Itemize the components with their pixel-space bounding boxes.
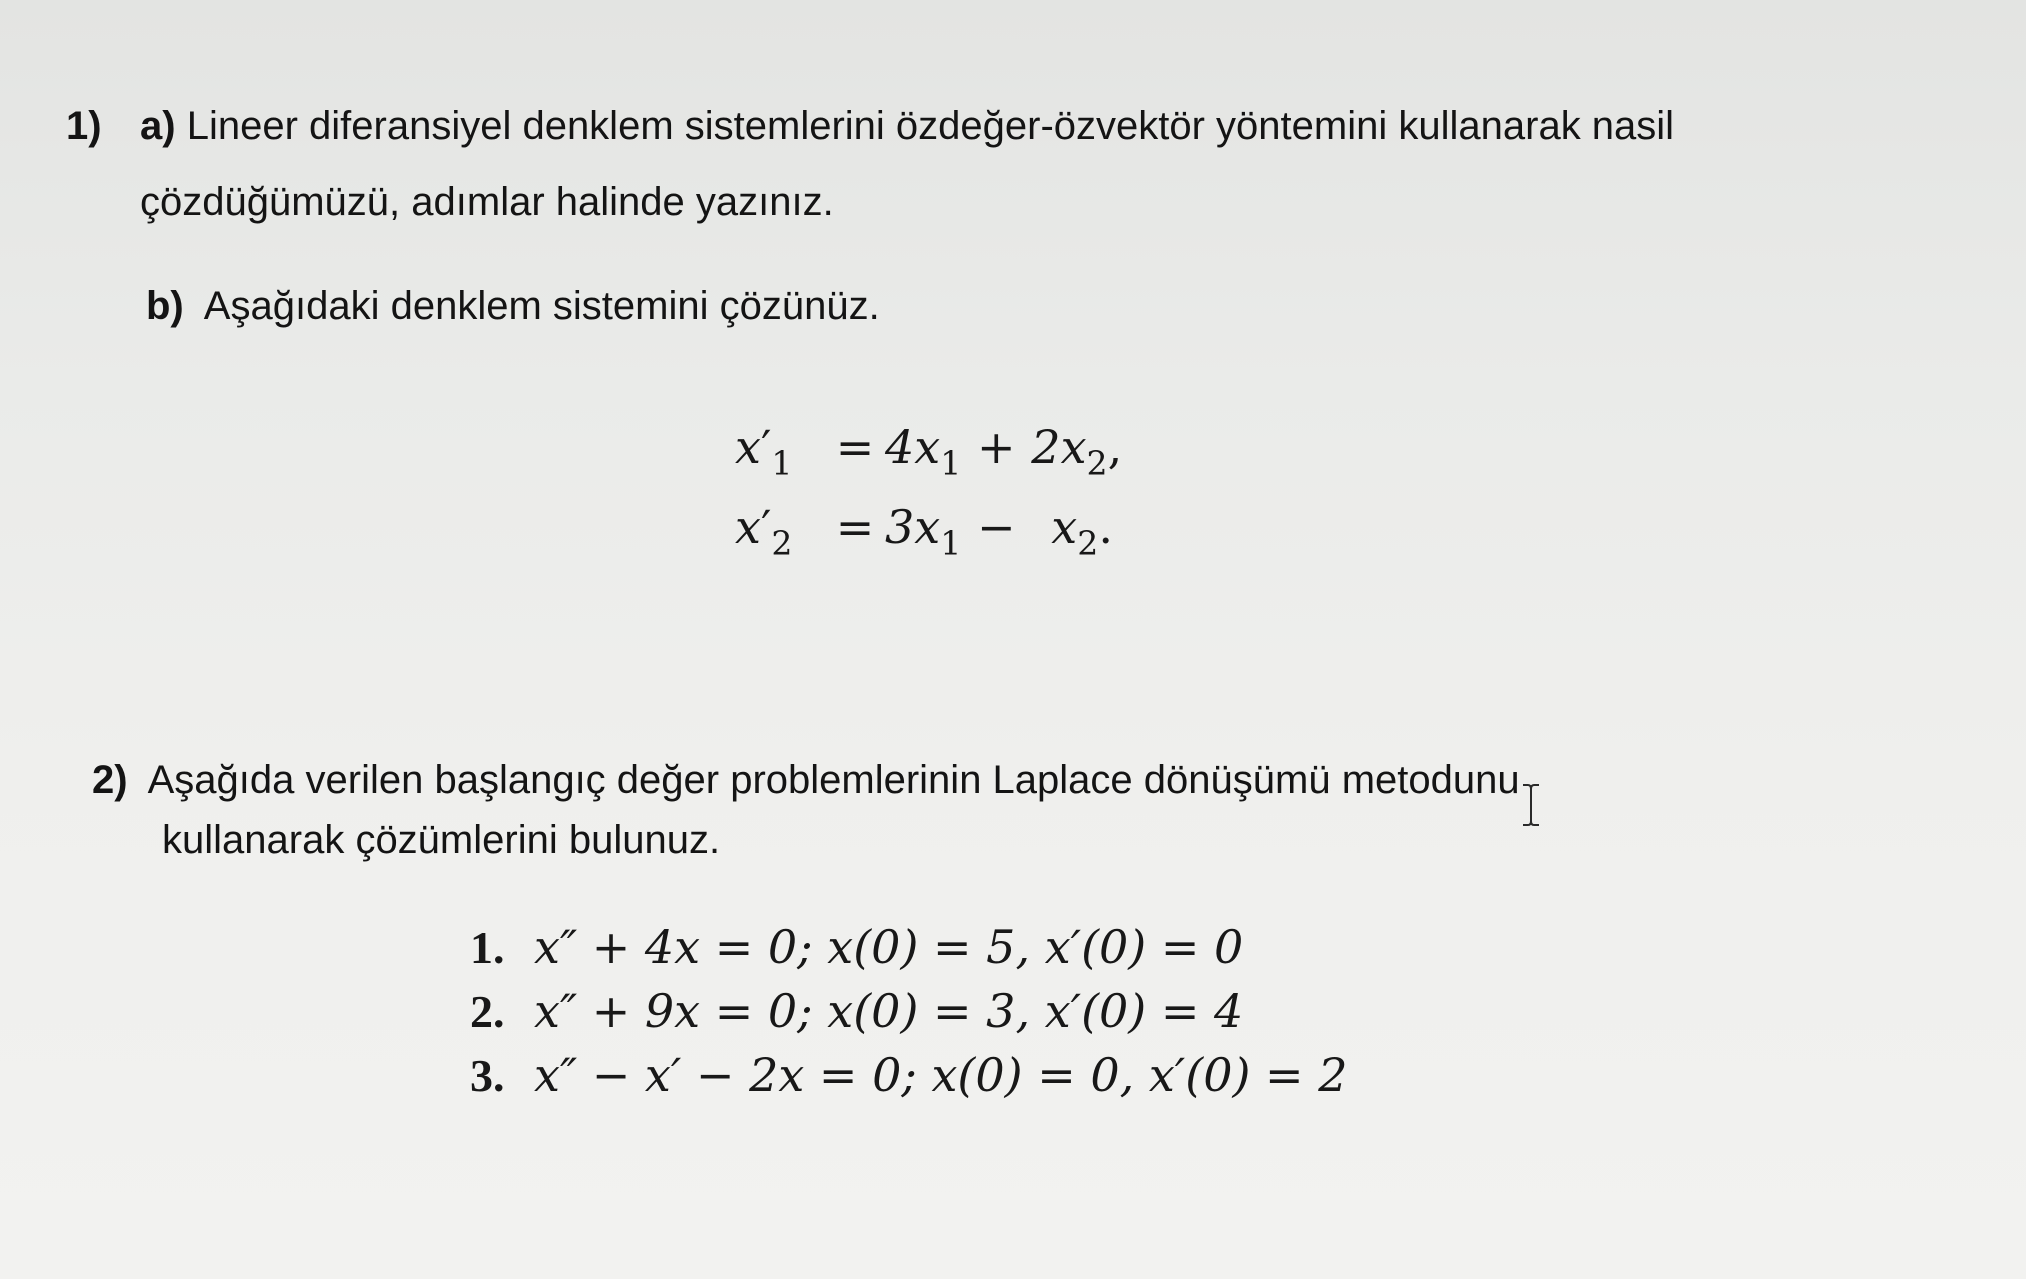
- q1b-line: [146, 284, 880, 329]
- q1b-label: b): [146, 284, 184, 328]
- problem-item-3: 3. x″ − x′ − 2x = 0; x(0) = 0, x′(0) = 2: [470, 1048, 1348, 1102]
- system-equation-2: $x'_2$ = $3x_1$ − $x_2$.: [735, 500, 1113, 563]
- q1a-label: a): [140, 104, 176, 148]
- system-equation-1: $x'_1$ = $4x_1$ + $2x_2$,: [735, 420, 1123, 483]
- text-cursor-icon: [1520, 783, 1542, 827]
- problem-item-2: 2. x″ + 9x = 0; x(0) = 3, x′(0) = 4: [470, 984, 1244, 1038]
- q2-text-line2: kullanarak çözümlerini bulunuz.: [162, 818, 721, 862]
- q2-number: 2): [92, 758, 128, 802]
- q1-number: 1): [66, 104, 102, 148]
- q1a-text-line2: çözdüğümüzü, adımlar halinde yazınız.: [140, 180, 834, 224]
- q1b-text: Aşağıdaki denklem sistemini çözünüz.: [203, 284, 880, 328]
- q2-line1: [92, 758, 1520, 803]
- q1a-line1: [140, 104, 1674, 149]
- problem-item-1: 1. x″ + 4x = 0; x(0) = 5, x′(0) = 0: [470, 920, 1244, 974]
- q1a-text-line1: Lineer diferansiyel denklem sistemlerini özdeğer-özvektör yöntemini kullanarak nasil: [186, 104, 1675, 148]
- q2-text-line1: Aşağıda verilen başlangıç değer problemlerinin Laplace dönüşümü metodunu: [147, 758, 1520, 802]
